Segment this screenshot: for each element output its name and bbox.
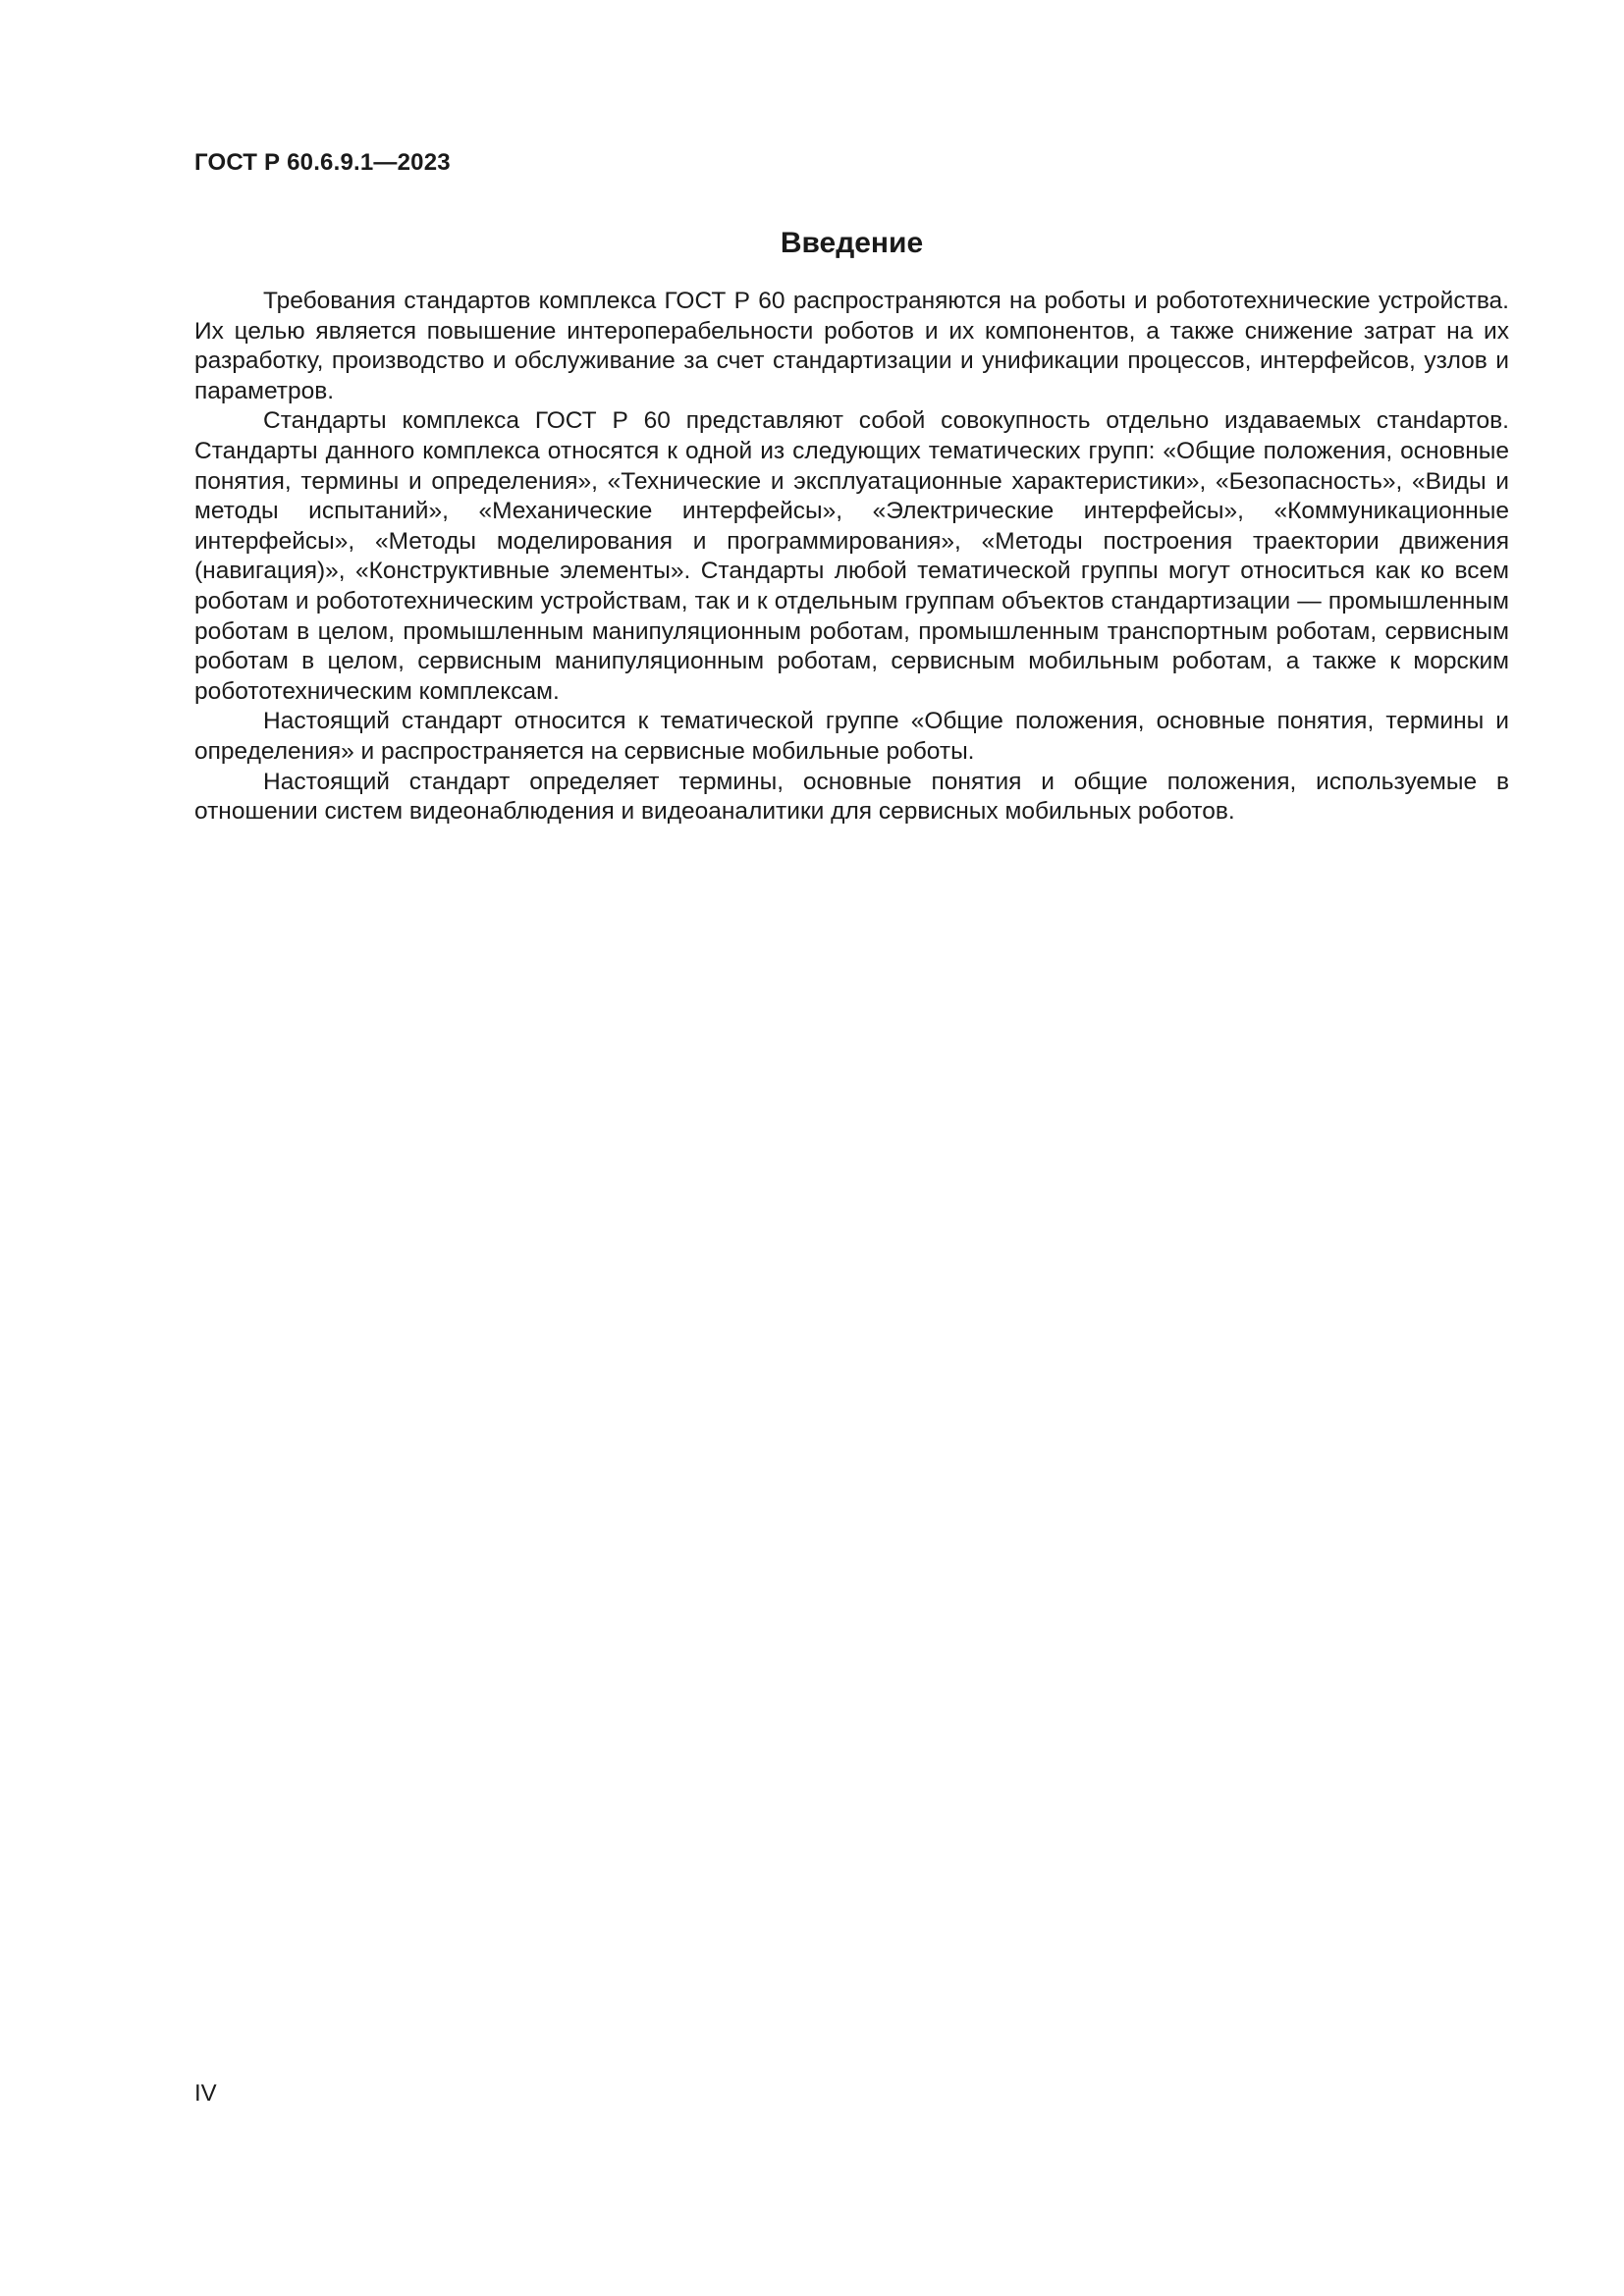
paragraph-thematic-groups: Стандарты комплекса ГОСТ Р 60 представляют собой совокупность отдельно издаваемых станdартов. Стандарты данного комплекса относятся к одной из следующих тематических групп: «Общие положения, основные понятия, термины и определения», «Технические и эксплуатационные характеристики», «Безопасность», «Виды и методы испытаний», «Механические интерфейсы», «Электрические интерфейсы», «Коммуникационные интерфейсы», «Методы моделирования и программирования», «Методы построения траектории движения (навигация)», «Конструктивные элементы». Стандарты любой тематической группы могут относиться как ко всем роботам и робототехническим устройствам, так и к отдельным группам объектов стандартизации — промышленным роботам в целом, промышленным манипуляционным роботам, промышленным транспортным роботам, сервисным роботам в целом, сервисным манипуляционным роботам, сервисным мобильным роботам, а также к морским робототехническим комплексам. xyxy=(194,407,1509,705)
document-id-header: ГОСТ Р 60.6.9.1—2023 xyxy=(194,149,451,176)
paragraph-scope: Требования стандартов комплекса ГОСТ Р 60 распространяются на роботы и робототехнические устройства. Их целью является повышение интероперабельности роботов и их компонентов, а также снижение затрат на их разработку, производство и обслуживание за счет стандартизации и унификации процессов, интерфейсов, узлов и параметров. xyxy=(194,288,1509,404)
section-body xyxy=(194,287,1509,828)
paragraph-purpose: Настоящий стандарт определяет термины, основные понятия и общие положения, используемые в отношении систем видеонаблюдения и видеоаналитики для сервисных мобильных роботов. xyxy=(194,768,1509,826)
paragraph-group-membership: Настоящий стандарт относится к тематической группе «Общие положения, основные понятия, термины и определения» и распространяется на сервисные мобильные роботы. xyxy=(194,708,1509,765)
section-title: Введение xyxy=(780,227,924,259)
page-number: IV xyxy=(194,2080,217,2107)
